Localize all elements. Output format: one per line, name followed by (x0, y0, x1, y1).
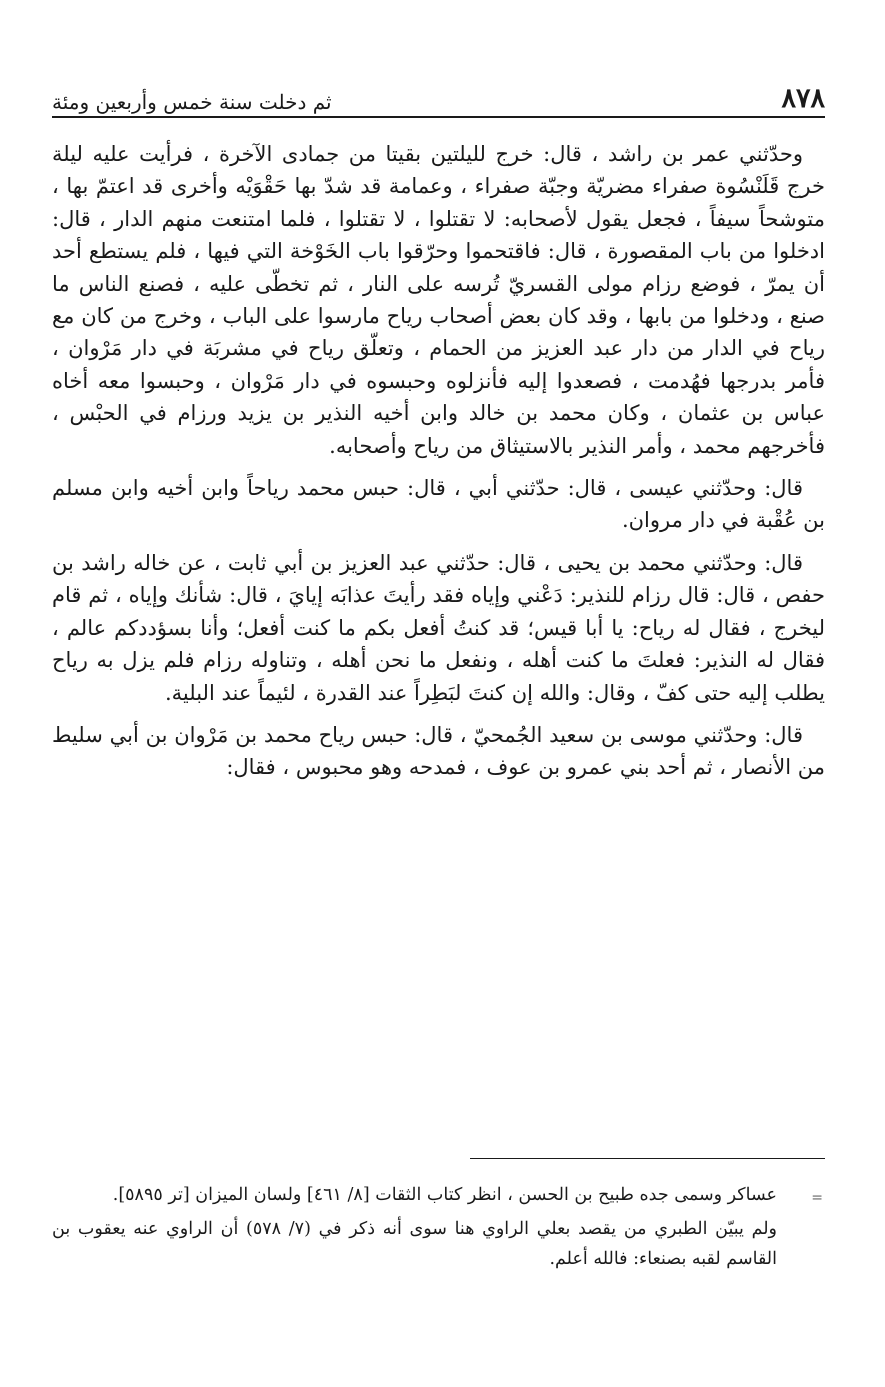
paragraph: قال: وحدّثني عيسى ، قال: حدّثني أبي ، قال: حبس محمد رياحاً وابن أخيه وابن مسلم بن عُقْبة في دار مروان. (52, 476, 825, 533)
footnote: ولم يبيّن الطبري من يقصد بعلي الراوي هنا سوى أنه ذكر في (٧/ ٥٧٨) أن الراوي عنه يعقوب بن القاسم لقبه بصنعاء: فالله أعلم. (52, 1219, 777, 1269)
header-rule (52, 116, 825, 118)
footnote-rule (470, 1158, 825, 1159)
main-text (52, 138, 825, 794)
paragraph: قال: وحدّثني موسى بن سعيد الجُمحيّ ، قال: حبس رياح محمد بن مَرْوان بن أبي سليط من الأنصار ، ثم أحد بني عمرو بن عوف ، فمدحه وهو محبوس ، فقال: (52, 722, 825, 780)
page-number: ٨٧٨ (781, 83, 825, 114)
paragraph: وحدّثني عمر بن راشد ، قال: خرج لليلتين بقيتا من جمادى الآخرة ، فرأيت عليه ليلة خرج قَلَنْسُوة صفراء مضريّة وجبّة صفراء ، وعمامة قد شدّ بها حَقْوَيْه وأخرى قد اعتمّ بها ، متوشحاً سيفاً ، فجعل يقول لأصحابه: لا تقتلوا ، لا تقتلوا ، فلما امتنعت منهم الدار ، قال: ادخلوا من باب المقصورة ، قال: فاقتحموا وحرّقوا باب الخَوْخة التي فيها ، فلم يستطع أحد أن يمرّ ، فوضع رزام مولى القسريّ تُرسه على النار ، ثم تخطّى عليه ، فصنع الناس ما صنع ، ودخلوا من بابها ، وقد كان بعض أصحاب رياح مارسوا على الباب ، وخرج من كان مع رياح في الدار من دار عبد العزيز من الحمام ، وتعلّق رياح في مشربَة في دار مَرْوان ، فأمر بدرجها فهُدمت ، فصعدوا إليه فأنزلوه وحبسوه في دار مَرْوان ، وحبسوا معه أخاه عباس بن عثمان ، وكان محمد بن خالد وابن أخيه النذير بن يزيد ورزام في الحبْس ، فأخرجهم محمد ، وأمر النذير بالاستيثاق من رياح وأصحابه. (52, 142, 825, 458)
running-title: ثم دخلت سنة خمس وأربعين ومئة (52, 90, 332, 114)
footnotes (52, 1180, 825, 1278)
page-header (52, 78, 825, 114)
paragraph: قال: وحدّثني محمد بن يحيى ، قال: حدّثني عبد العزيز بن أبي ثابت ، عن خاله راشد بن حفص ، قال: قال رزام للنذير: دَعْني وإياه فقد رأيتَ عذابَه إيايَ ، قال: شأنك وإياه ، ثم قام ليخرج ، فقال له رياح: يا أبا قيس؛ قد كنتُ أفعل بكم ما كنت أفعل؛ وأنا بسؤددكم عالم ، فقال له النذير: فعلتَ ما كنت أهله ، ونفعل ما نحن أهله ، وتناوله رزام فلم يزل به رياح يطلب إليه حتى كفّ ، وقال: والله إن كنتَ لبَطِراً عند القدرة ، لئيماً عند البلية. (52, 550, 825, 705)
footnote-continuation-marker: = (811, 1190, 823, 1206)
footnote: عساكر وسمى جده طبيح بن الحسن ، انظر كتاب الثقات [٨/ ٤٦١] ولسان الميزان [تر ٥٨٩٥]. (112, 1185, 777, 1205)
